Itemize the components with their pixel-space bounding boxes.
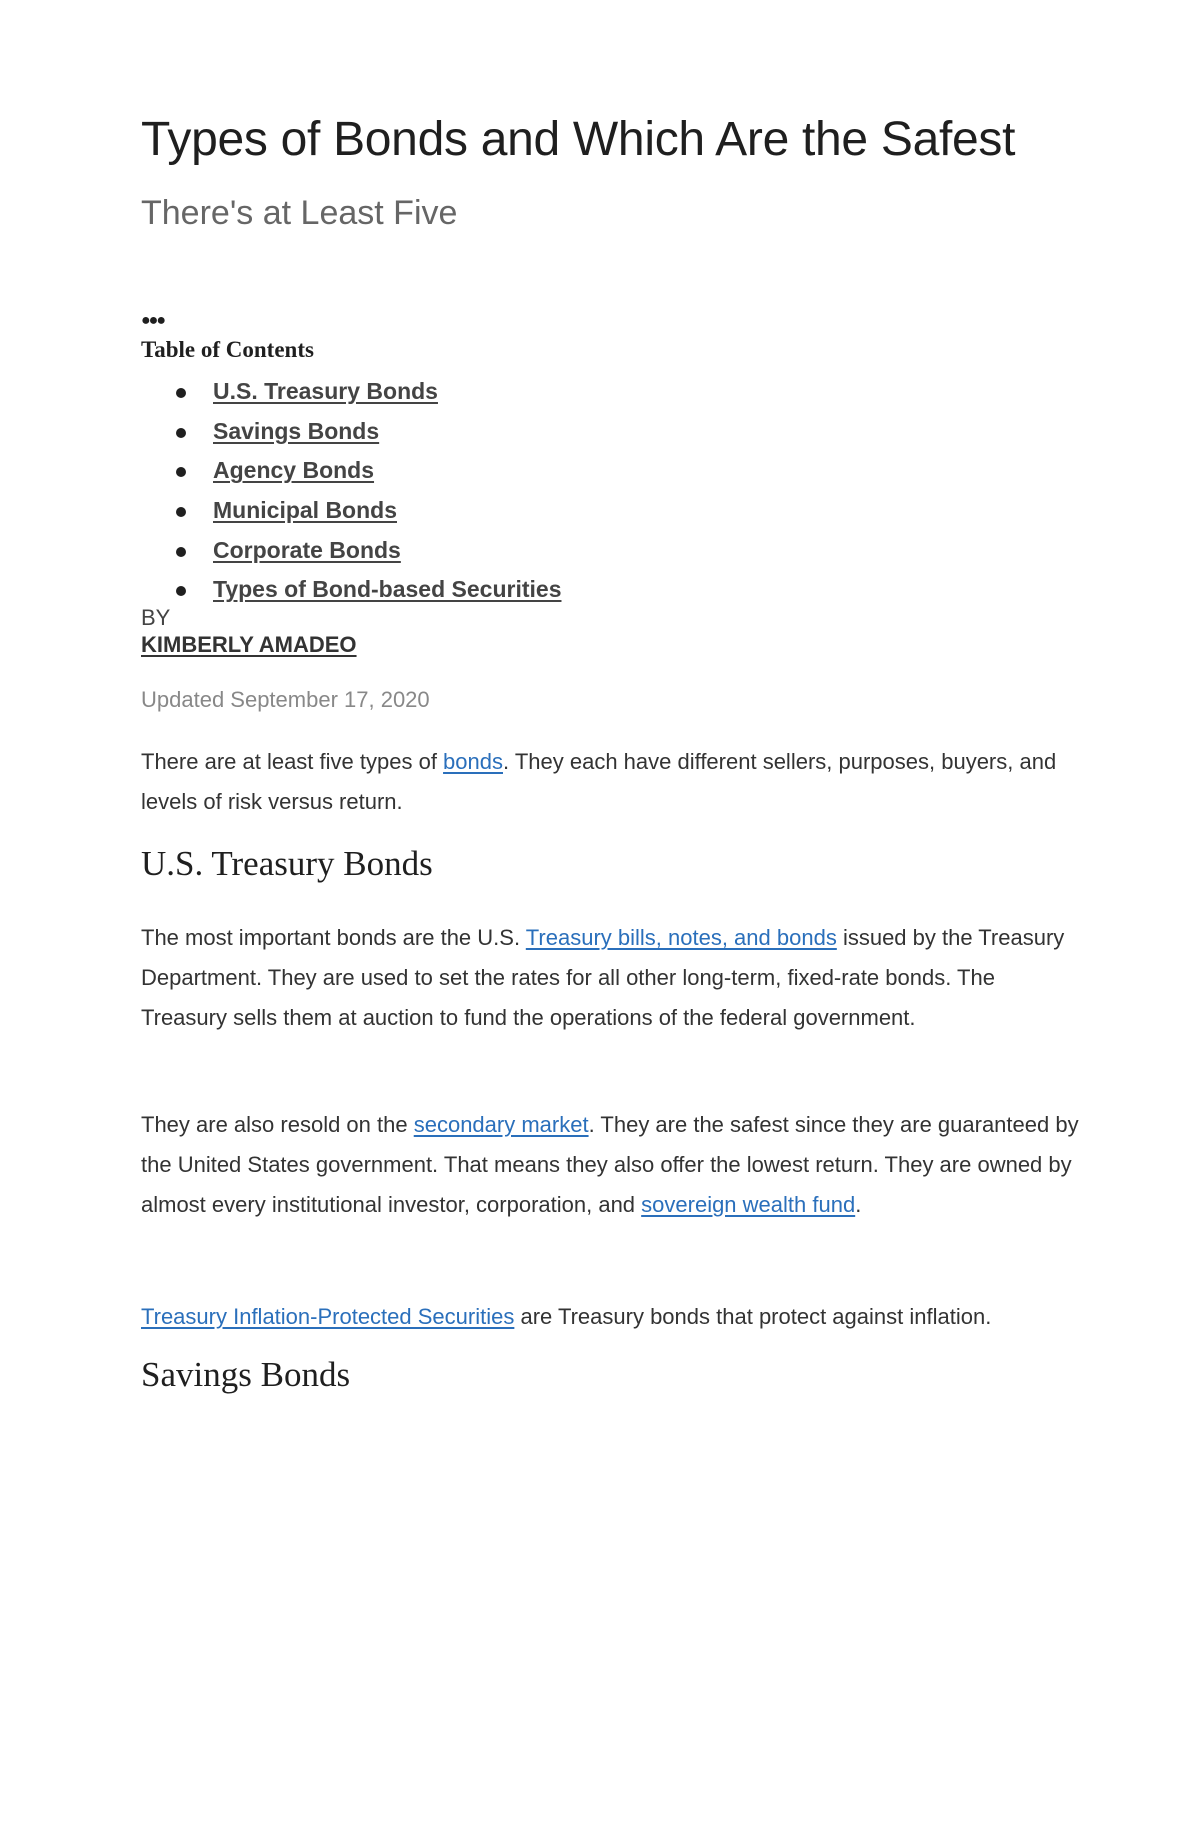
author-link[interactable]: KIMBERLY AMADEO: [141, 632, 357, 657]
text-span: They are also resold on the: [141, 1112, 414, 1137]
updated-date: Updated September 17, 2020: [141, 687, 430, 712]
tips-link[interactable]: Treasury Inflation-Protected Securities: [141, 1304, 515, 1329]
byline-label: BY: [141, 605, 171, 630]
bullet-icon: [176, 507, 186, 517]
text-span: are Treasury bonds that protect against inflation.: [514, 1304, 992, 1329]
bonds-link[interactable]: bonds: [443, 749, 503, 774]
text-span: . They are the safest since they are guaranteed by the United States government. That means they also offer the lowest return. They are owned by almost every institutional investor, corporation, and: [141, 1112, 1079, 1217]
toc-link-agency-bonds[interactable]: Agency Bonds: [213, 457, 375, 484]
toc-item: [141, 451, 561, 491]
section-heading-savings: Savings Bonds: [141, 1355, 351, 1394]
sovereign-wealth-fund-link[interactable]: sovereign wealth fund: [641, 1192, 856, 1217]
toc-item: [141, 491, 561, 531]
table-of-contents: [141, 372, 561, 610]
secondary-market-link[interactable]: secondary market: [413, 1112, 589, 1137]
toc-item: [141, 531, 561, 571]
bullet-icon: [176, 586, 186, 596]
text-span: .: [855, 1192, 862, 1217]
treasury-paragraph-1: [141, 918, 1081, 1038]
toc-item: [141, 372, 561, 412]
more-dots-icon[interactable]: ●●●: [141, 312, 164, 329]
toc-link-municipal-bonds[interactable]: Municipal Bonds: [213, 497, 397, 524]
treasury-paragraph-3: [141, 1297, 1081, 1337]
bullet-icon: [176, 547, 186, 557]
toc-heading: Table of Contents: [141, 337, 314, 362]
text-span: The most important bonds are the U.S.: [141, 925, 526, 950]
toc-link-treasury-bonds[interactable]: U.S. Treasury Bonds: [213, 378, 438, 404]
toc-link-bond-securities[interactable]: Types of Bond-based Securities: [213, 576, 562, 603]
bullet-icon: [176, 467, 186, 477]
intro-paragraph: [141, 742, 1081, 822]
section-heading-treasury: U.S. Treasury Bonds: [141, 844, 433, 883]
text-span: issued by the Treasury Department. They are used to set the rates for all other long-term, fixed-rate bonds. The Treasury sells them at auction to fund the operations of the federal government.: [141, 925, 1065, 1030]
page-title: Types of Bonds and Which Are the Safest: [141, 113, 1016, 166]
toc-item: [141, 570, 561, 610]
toc-item: [141, 412, 561, 452]
toc-link-savings-bonds[interactable]: Savings Bonds: [213, 417, 380, 444]
treasury-paragraph-2: [141, 1105, 1081, 1225]
text-span: . They each have different sellers, purposes, buyers, and levels of risk versus return.: [141, 749, 1057, 814]
page-subtitle: There's at Least Five: [141, 194, 458, 232]
text-span: There are at least five types of: [141, 749, 444, 774]
treasury-bills-link[interactable]: Treasury bills, notes, and bonds: [525, 925, 837, 950]
bullet-icon: [176, 388, 186, 398]
bullet-icon: [176, 428, 186, 438]
toc-link-corporate-bonds[interactable]: Corporate Bonds: [213, 536, 401, 563]
